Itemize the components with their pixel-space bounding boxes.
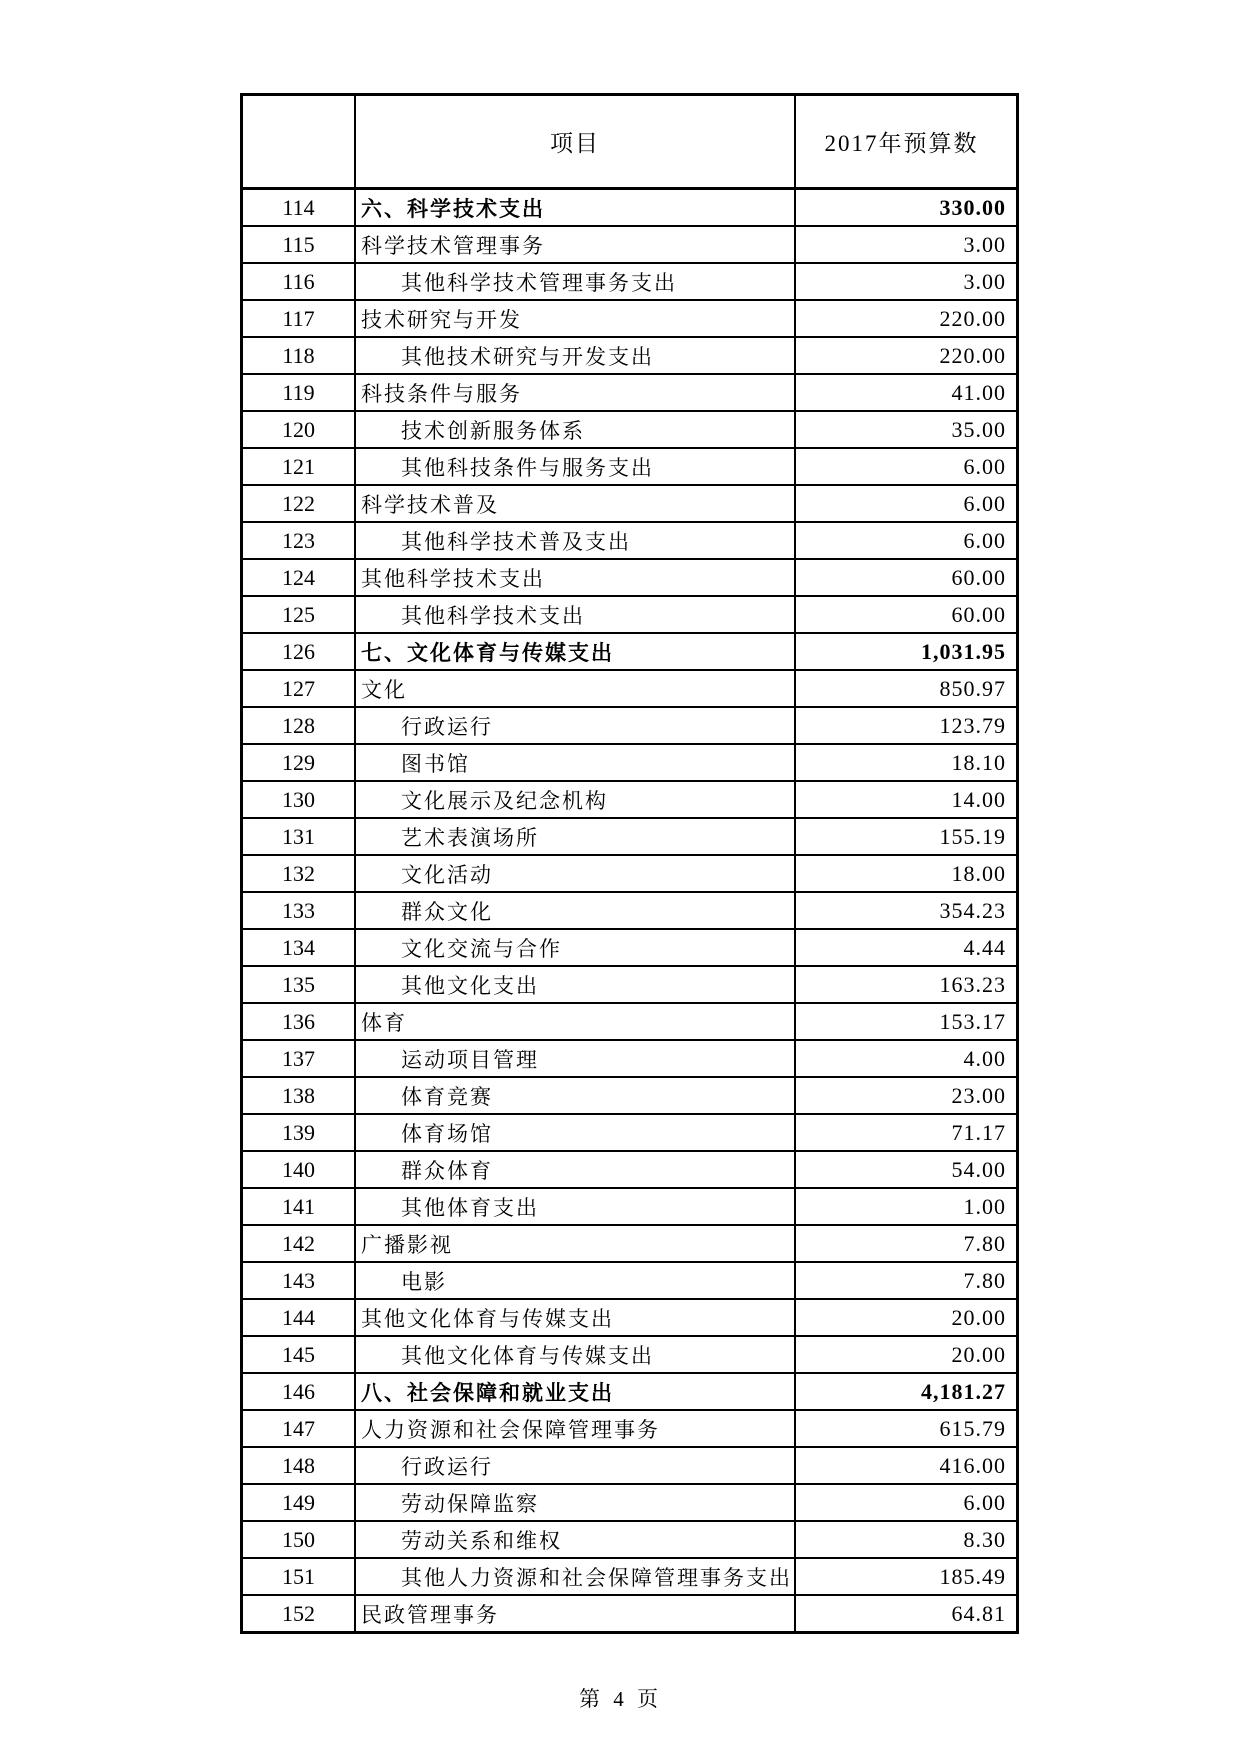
- table-row: [242, 263, 1018, 300]
- budget-value: 1.00: [795, 1188, 1018, 1225]
- row-number: 117: [242, 300, 356, 337]
- table-row: [242, 966, 1018, 1003]
- item-label: 其他人力资源和社会保障管理事务支出: [355, 1558, 795, 1595]
- item-label: 科学技术普及: [355, 485, 795, 522]
- row-number: 118: [242, 337, 356, 374]
- table-row: [242, 1484, 1018, 1521]
- item-label: 技术创新服务体系: [355, 411, 795, 448]
- table-row: [242, 522, 1018, 559]
- row-number: 127: [242, 670, 356, 707]
- item-label: 六、科学技术支出: [355, 189, 795, 227]
- budget-value: 18.10: [795, 744, 1018, 781]
- row-number: 152: [242, 1595, 356, 1633]
- item-label: 八、社会保障和就业支出: [355, 1373, 795, 1410]
- item-label: 运动项目管理: [355, 1040, 795, 1077]
- item-label: 群众体育: [355, 1151, 795, 1188]
- row-number: 131: [242, 818, 356, 855]
- budget-value: 615.79: [795, 1410, 1018, 1447]
- row-number: 139: [242, 1114, 356, 1151]
- item-label: 劳动关系和维权: [355, 1521, 795, 1558]
- row-number: 136: [242, 1003, 356, 1040]
- item-label: 其他科学技术管理事务支出: [355, 263, 795, 300]
- item-label: 民政管理事务: [355, 1595, 795, 1633]
- row-number: 148: [242, 1447, 356, 1484]
- item-label: 劳动保障监察: [355, 1484, 795, 1521]
- budget-value: 18.00: [795, 855, 1018, 892]
- table-row: [242, 300, 1018, 337]
- budget-value: 163.23: [795, 966, 1018, 1003]
- table-row: [242, 1521, 1018, 1558]
- table-row: [242, 1003, 1018, 1040]
- budget-value: 153.17: [795, 1003, 1018, 1040]
- row-number: 126: [242, 633, 356, 670]
- row-number: 150: [242, 1521, 356, 1558]
- table-row: [242, 1558, 1018, 1595]
- item-label: 文化交流与合作: [355, 929, 795, 966]
- budget-value: 6.00: [795, 485, 1018, 522]
- row-number: 121: [242, 448, 356, 485]
- row-number: 137: [242, 1040, 356, 1077]
- table-row: [242, 1151, 1018, 1188]
- budget-value: 3.00: [795, 263, 1018, 300]
- item-label: 行政运行: [355, 707, 795, 744]
- table-row: [242, 189, 1018, 227]
- table-row: [242, 448, 1018, 485]
- budget-value: 4,181.27: [795, 1373, 1018, 1410]
- item-label: 群众文化: [355, 892, 795, 929]
- row-number: 123: [242, 522, 356, 559]
- budget-value: 354.23: [795, 892, 1018, 929]
- header-row: [242, 95, 1018, 189]
- table-row: [242, 1225, 1018, 1262]
- item-label: 体育: [355, 1003, 795, 1040]
- row-number: 116: [242, 263, 356, 300]
- row-number: 141: [242, 1188, 356, 1225]
- budget-value: 6.00: [795, 522, 1018, 559]
- budget-value: 60.00: [795, 559, 1018, 596]
- row-number: 140: [242, 1151, 356, 1188]
- table-row: [242, 707, 1018, 744]
- table-row: [242, 485, 1018, 522]
- header-index-cell: [242, 95, 356, 189]
- item-label: 科学技术管理事务: [355, 226, 795, 263]
- row-number: 119: [242, 374, 356, 411]
- row-number: 122: [242, 485, 356, 522]
- row-number: 149: [242, 1484, 356, 1521]
- item-label: 体育竞赛: [355, 1077, 795, 1114]
- budget-value: 220.00: [795, 337, 1018, 374]
- item-label: 其他文化体育与传媒支出: [355, 1336, 795, 1373]
- budget-value: 123.79: [795, 707, 1018, 744]
- budget-value: 41.00: [795, 374, 1018, 411]
- row-number: 124: [242, 559, 356, 596]
- table-row: [242, 1447, 1018, 1484]
- table-row: [242, 633, 1018, 670]
- budget-table: [240, 93, 1019, 1634]
- table-row: [242, 1040, 1018, 1077]
- budget-value: 416.00: [795, 1447, 1018, 1484]
- table-row: [242, 1188, 1018, 1225]
- row-number: 138: [242, 1077, 356, 1114]
- budget-value: 35.00: [795, 411, 1018, 448]
- budget-value: 6.00: [795, 1484, 1018, 1521]
- item-label: 文化: [355, 670, 795, 707]
- table-row: [242, 929, 1018, 966]
- budget-value: 850.97: [795, 670, 1018, 707]
- table-row: [242, 337, 1018, 374]
- budget-value: 6.00: [795, 448, 1018, 485]
- row-number: 132: [242, 855, 356, 892]
- table-row: [242, 374, 1018, 411]
- row-number: 143: [242, 1262, 356, 1299]
- budget-value: 20.00: [795, 1299, 1018, 1336]
- budget-value: 23.00: [795, 1077, 1018, 1114]
- row-number: 115: [242, 226, 356, 263]
- budget-value: 7.80: [795, 1225, 1018, 1262]
- header-budget-cell: 2017年预算数: [795, 95, 1018, 189]
- row-number: 133: [242, 892, 356, 929]
- item-label: 文化展示及纪念机构: [355, 781, 795, 818]
- budget-value: 14.00: [795, 781, 1018, 818]
- table-row: [242, 226, 1018, 263]
- row-number: 146: [242, 1373, 356, 1410]
- table-row: [242, 744, 1018, 781]
- table-row: [242, 818, 1018, 855]
- budget-value: 71.17: [795, 1114, 1018, 1151]
- table-header: [242, 95, 1018, 189]
- budget-value: 7.80: [795, 1262, 1018, 1299]
- row-number: 128: [242, 707, 356, 744]
- item-label: 其他体育支出: [355, 1188, 795, 1225]
- row-number: 145: [242, 1336, 356, 1373]
- table-row: [242, 855, 1018, 892]
- budget-value: 1,031.95: [795, 633, 1018, 670]
- budget-value: 4.00: [795, 1040, 1018, 1077]
- item-label: 其他科技条件与服务支出: [355, 448, 795, 485]
- item-label: 人力资源和社会保障管理事务: [355, 1410, 795, 1447]
- item-label: 其他文化体育与传媒支出: [355, 1299, 795, 1336]
- table-row: [242, 1336, 1018, 1373]
- table-row: [242, 1114, 1018, 1151]
- budget-value: 8.30: [795, 1521, 1018, 1558]
- row-number: 142: [242, 1225, 356, 1262]
- row-number: 129: [242, 744, 356, 781]
- row-number: 151: [242, 1558, 356, 1595]
- row-number: 130: [242, 781, 356, 818]
- item-label: 其他科学技术普及支出: [355, 522, 795, 559]
- budget-value: 60.00: [795, 596, 1018, 633]
- row-number: 120: [242, 411, 356, 448]
- table-row: [242, 1262, 1018, 1299]
- table-row: [242, 670, 1018, 707]
- budget-value: 185.49: [795, 1558, 1018, 1595]
- table-row: [242, 781, 1018, 818]
- item-label: 其他技术研究与开发支出: [355, 337, 795, 374]
- table-row: [242, 1373, 1018, 1410]
- table-row: [242, 411, 1018, 448]
- budget-value: 64.81: [795, 1595, 1018, 1633]
- item-label: 七、文化体育与传媒支出: [355, 633, 795, 670]
- header-item-cell: 项目: [355, 95, 795, 189]
- table-row: [242, 559, 1018, 596]
- table-row: [242, 1410, 1018, 1447]
- table-row: [242, 892, 1018, 929]
- item-label: 电影: [355, 1262, 795, 1299]
- item-label: 其他文化支出: [355, 966, 795, 1003]
- item-label: 广播影视: [355, 1225, 795, 1262]
- table-row: [242, 1595, 1018, 1633]
- row-number: 147: [242, 1410, 356, 1447]
- row-number: 114: [242, 189, 356, 227]
- budget-value: 330.00: [795, 189, 1018, 227]
- item-label: 行政运行: [355, 1447, 795, 1484]
- item-label: 科技条件与服务: [355, 374, 795, 411]
- table-row: [242, 1077, 1018, 1114]
- budget-value: 220.00: [795, 300, 1018, 337]
- table-row: [242, 596, 1018, 633]
- row-number: 134: [242, 929, 356, 966]
- item-label: 技术研究与开发: [355, 300, 795, 337]
- budget-value: 20.00: [795, 1336, 1018, 1373]
- row-number: 125: [242, 596, 356, 633]
- budget-value: 4.44: [795, 929, 1018, 966]
- row-number: 135: [242, 966, 356, 1003]
- row-number: 144: [242, 1299, 356, 1336]
- item-label: 体育场馆: [355, 1114, 795, 1151]
- budget-value: 54.00: [795, 1151, 1018, 1188]
- page-number: 第 4 页: [579, 1687, 662, 1711]
- item-label: 文化活动: [355, 855, 795, 892]
- table-body: [242, 189, 1018, 1633]
- item-label: 艺术表演场所: [355, 818, 795, 855]
- budget-value: 155.19: [795, 818, 1018, 855]
- item-label: 图书馆: [355, 744, 795, 781]
- item-label: 其他科学技术支出: [355, 596, 795, 633]
- budget-value: 3.00: [795, 226, 1018, 263]
- table-row: [242, 1299, 1018, 1336]
- item-label: 其他科学技术支出: [355, 559, 795, 596]
